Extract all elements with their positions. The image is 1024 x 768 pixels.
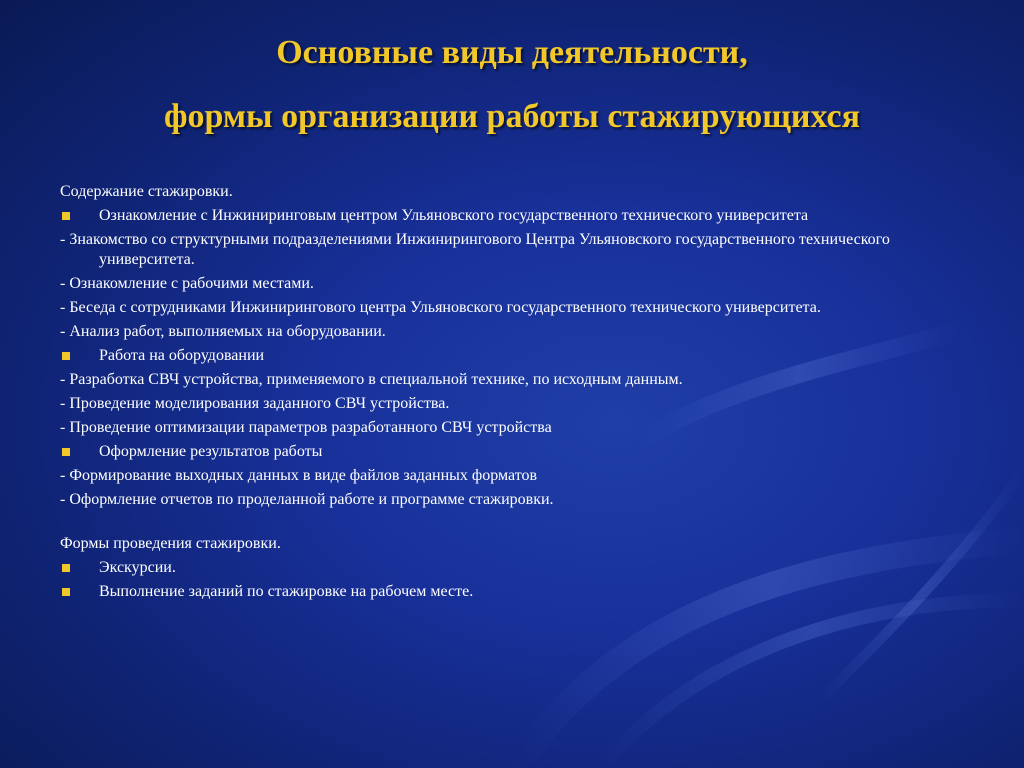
list-item: - Беседа с сотрудниками Инжинирингового центра Ульяновского государственного технического университета. (60, 299, 821, 316)
list-item: Выполнение заданий по стажировке на рабочем месте. (60, 582, 980, 602)
list-item: Экскурсии. (60, 558, 980, 578)
list-item: - Знакомство со структурными подразделениями Инжинирингового Центра Ульяновского государственного технического университета. (60, 231, 890, 268)
list-item: - Разработка СВЧ устройства, применяемого в специальной технике, по исходным данным. (60, 371, 683, 388)
list-item: Ознакомление с Инжиниринговым центром Ульяновского государственного технического университета (60, 206, 980, 226)
list-item: - Ознакомление с рабочими местами. (60, 275, 314, 292)
list-item: Работа на оборудовании (60, 346, 980, 366)
slide-title-line-2: формы организации работы стажирующихся (163, 98, 861, 135)
list-item: - Формирование выходных данных в виде файлов заданных форматов (60, 467, 538, 484)
section-spacer (60, 514, 980, 534)
list-item: - Проведение моделирования заданного СВЧ устройства. (60, 395, 450, 412)
slide-title-line-1: Основные виды деятельности, (276, 34, 748, 71)
square-bullet-icon (62, 448, 70, 456)
slide-body (60, 182, 980, 606)
list-item: - Проведение оптимизации параметров разработанного СВЧ устройства (60, 419, 552, 436)
section-heading-forms: Формы проведения стажировки. (60, 535, 281, 552)
square-bullet-icon (62, 588, 70, 596)
square-bullet-icon (62, 352, 70, 360)
square-bullet-icon (62, 564, 70, 572)
square-bullet-icon (62, 212, 70, 220)
section-heading-content: Содержание стажировки. (60, 183, 233, 200)
list-item: Оформление результатов работы (60, 442, 980, 462)
list-item: - Анализ работ, выполняемых на оборудовании. (60, 323, 386, 340)
list-item: - Оформление отчетов по проделанной работе и программе стажировки. (60, 491, 554, 508)
